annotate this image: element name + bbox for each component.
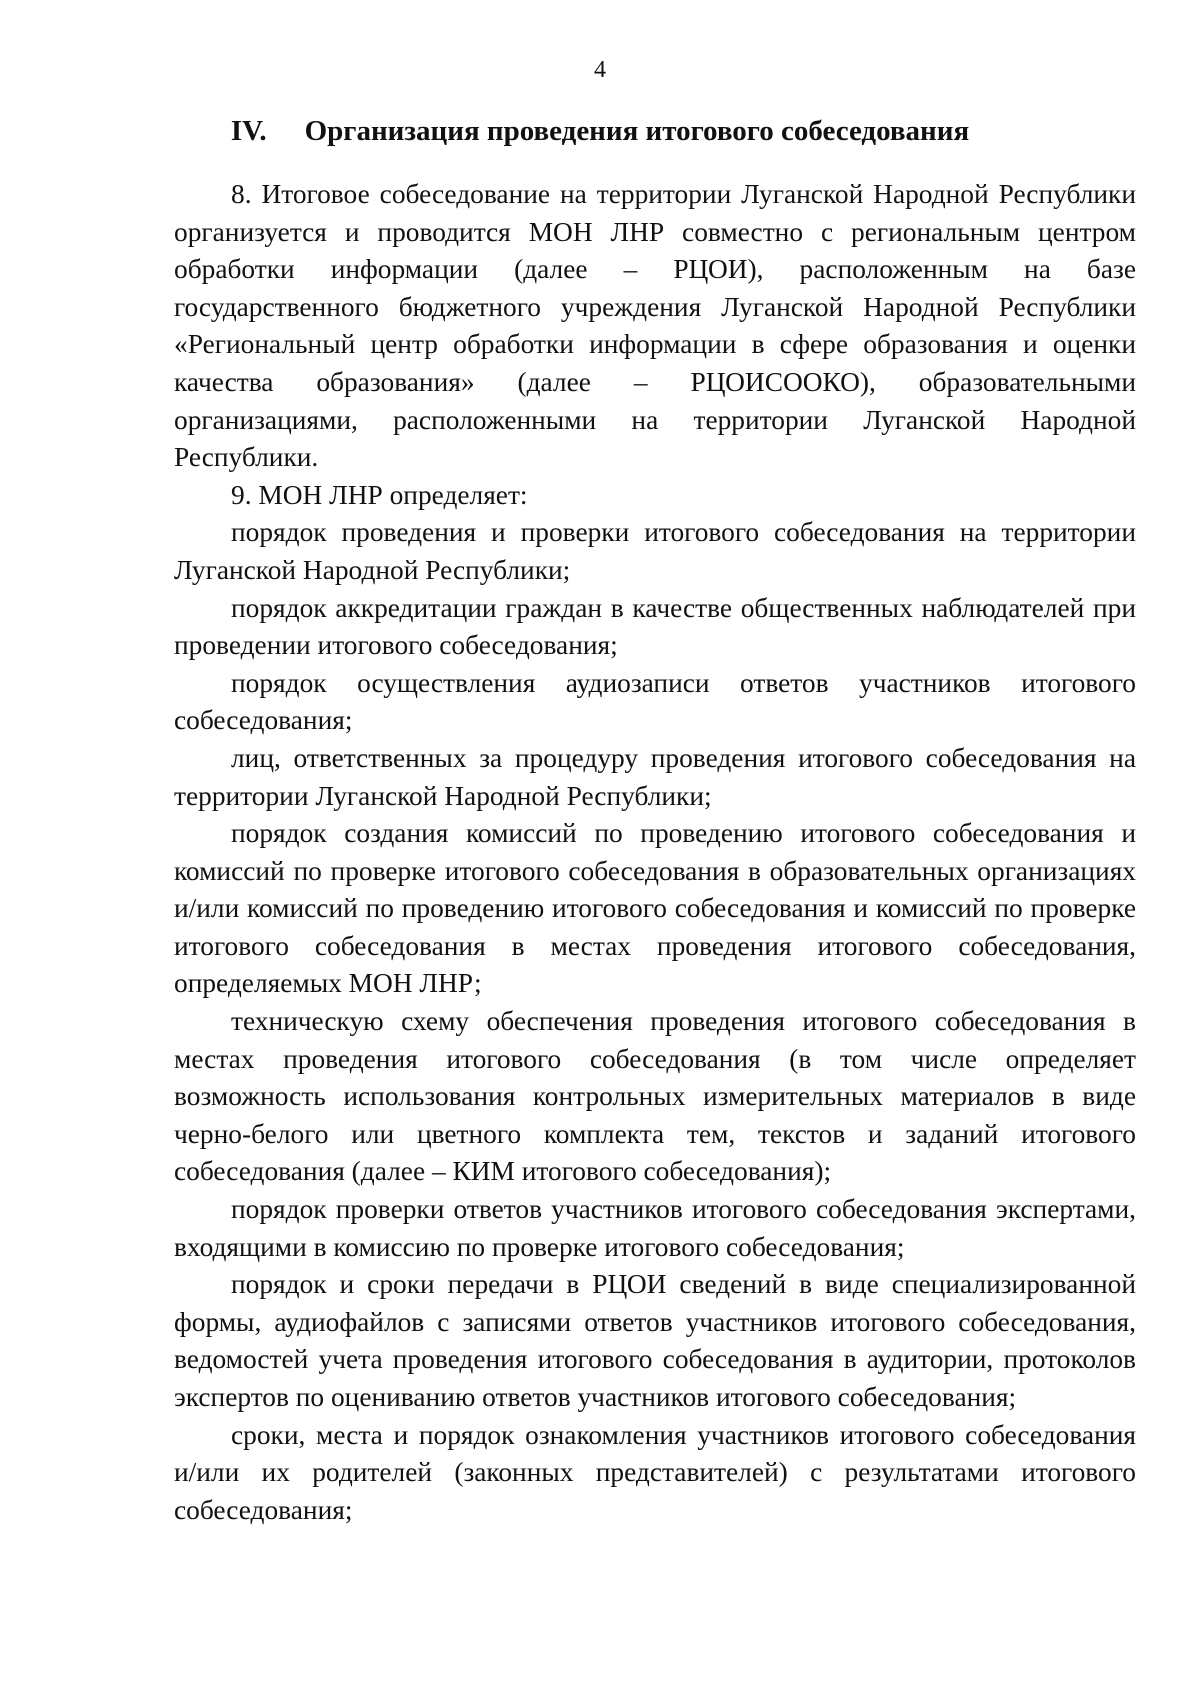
list-item: порядок аккредитации граждан в качестве общественных наблюдателей при проведении итогового собеседования; <box>174 592 1136 661</box>
paragraph-8: 8. Итоговое собеседование на территории Луганской Народной Республики организуется и проводится МОН ЛНР совместно с региональным центром обработки информации (далее – РЦОИ), расположенным на базе государственного бюджетного учреждения Луганской Народной Республики «Региональный центр обработки информации в сфере образования и оценки качества образования» (далее – РЦОИСООКО), образовательными организациями, расположенными на территории Луганской Народной Республики. <box>174 179 1136 473</box>
list-item: порядок и сроки передачи в РЦОИ сведений в виде специализированной формы, аудиофайлов с записями ответов участников итогового собеседования, ведомостей учета проведения итогового собеседования в аудитории, протоколов экспертов по оцениванию ответов участников итогового собеседования; <box>174 1269 1136 1412</box>
list-item: порядок создания комиссий по проведению итогового собеседования и комиссий по проверке итогового собеседования в образовательных организациях и/или комиссий по проведению итогового собеседования и комиссий по проверке итогового собеседования в местах проведения итогового собеседования, определяемых МОН ЛНР; <box>174 818 1136 999</box>
list-item: порядок осуществления аудиозаписи ответов участников итогового собеседования; <box>174 667 1136 736</box>
paragraph-9: 9. МОН ЛНР определяет: <box>231 479 528 510</box>
list-item: порядок проверки ответов участников итогового собеседования экспертами, входящими в комиссию по проверке итогового собеседования; <box>174 1194 1136 1262</box>
list-item: сроки, места и порядок ознакомления участников итогового собеседования и/или их родителей (законных представителей) с результатами итогового собеседования; <box>174 1419 1136 1525</box>
section-number: IV. <box>230 115 267 147</box>
list-item: техническую схему обеспечения проведения итогового собеседования в местах проведения итогового собеседования (в том числе определяет возможность использования контрольных измерительных материалов в виде черно-белого или цветного комплекта тем, текстов и заданий итогового собеседования (далее – КИМ итогового собеседования); <box>174 1006 1136 1187</box>
list-item: порядок проведения и проверки итогового собеседования на территории Луганской Народной Республики; <box>174 517 1136 585</box>
section-title: Организация проведения итогового собеседования <box>304 115 970 147</box>
document-body <box>174 176 1136 1529</box>
list-item: лиц, ответственных за процедуру проведения итогового собеседования на территории Луганской Народной Республики; <box>174 742 1136 811</box>
section-heading <box>0 113 1200 149</box>
page-number: 4 <box>594 57 606 83</box>
